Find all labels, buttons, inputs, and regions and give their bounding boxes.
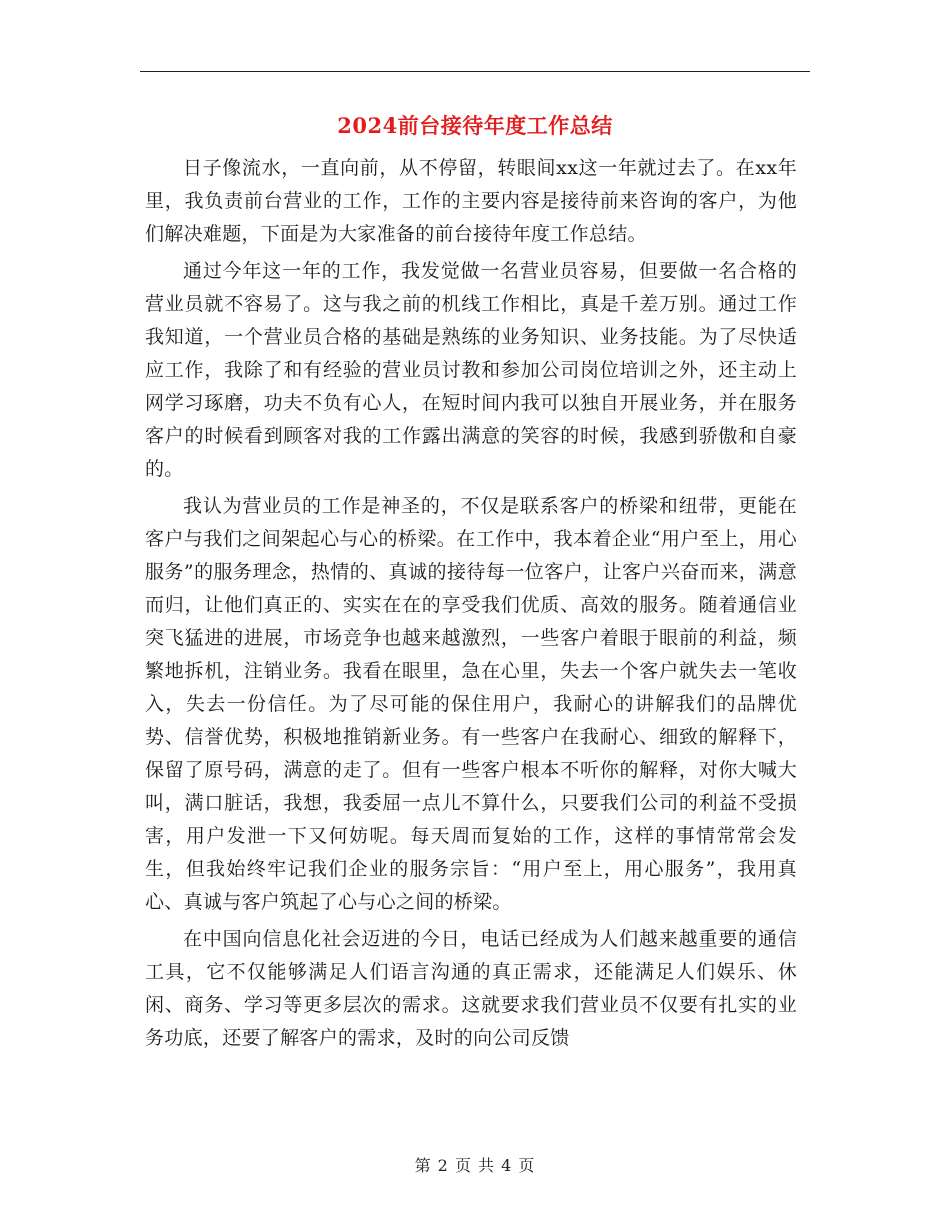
page-number-footer: 第 2 页 共 4 页 xyxy=(414,1156,536,1175)
paragraph-3: 我认为营业员的工作是神圣的，不仅是联系客户的桥梁和纽带，更能在客户与我们之间架起心与心的桥梁。在工作中，我本着企业“用户至上，用心服务”的服务理念，热情的、真诚的接待每一位客户，让客户兴奋而来，满意而归，让他们真正的、实实在在的享受我们优质、高效的服务。随着通信业突飞猛进的进展，市场竞争也越来越激烈，一些客户着眼于眼前的利益，频繁地拆机，注销业务。我看在眼里，急在心里，失去一个客户就失去一笔收入，失去一份信任。为了尽可能的保住用户，我耐心的讲解我们的品牌优势、信誉优势，积极地推销新业务。有一些客户在我耐心、细致的解释下，保留了原号码，满意的走了。但有一些客户根本不听你的解释，对你大喊大叫，满口脏话，我想，我委屈一点儿不算什么，只要我们公司的利益不受损害，用户发泄一下又何妨呢。每天周而复始的工作，这样的事情常常会发生，但我始终牢记我们企业的服务宗旨：“用户至上，用心服务”，我用真心、真诚与客户筑起了心与心之间的桥梁。 xyxy=(145,495,797,913)
document-title: 2024前台接待年度工作总结 xyxy=(337,113,613,138)
paragraph-1: 日子像流水，一直向前，从不停留，转眼间xx这一年就过去了。在xx年里，我负责前台营业的工作，工作的主要内容是接待前来咨询的客户，为他们解决难题，下面是为大家准备的前台接待年度工作总结。 xyxy=(145,157,797,245)
header-rule xyxy=(140,71,810,72)
document-body xyxy=(145,152,797,1059)
paragraph-4: 在中国向信息化社会迈进的今日，电话已经成为人们越来越重要的通信工具，它不仅能够满足人们语言沟通的真正需求，还能满足人们娱乐、休闲、商务、学习等更多层次的需求。这就要求我们营业员不仅要有扎实的业务功底，还要了解客户的需求，及时的向公司反馈 xyxy=(145,928,797,1049)
paragraph-2: 通过今年这一年的工作，我发觉做一名营业员容易，但要做一名合格的营业员就不容易了。这与我之前的机线工作相比，真是千差万别。通过工作我知道，一个营业员合格的基础是熟练的业务知识、业务技能。为了尽快适应工作，我除了和有经验的营业员讨教和参加公司岗位培训之外，还主动上网学习琢磨，功夫不负有心人，在短时间内我可以独自开展业务，并在服务客户的时候看到顾客对我的工作露出满意的笑容的时候，我感到骄傲和自豪的。 xyxy=(145,260,797,480)
